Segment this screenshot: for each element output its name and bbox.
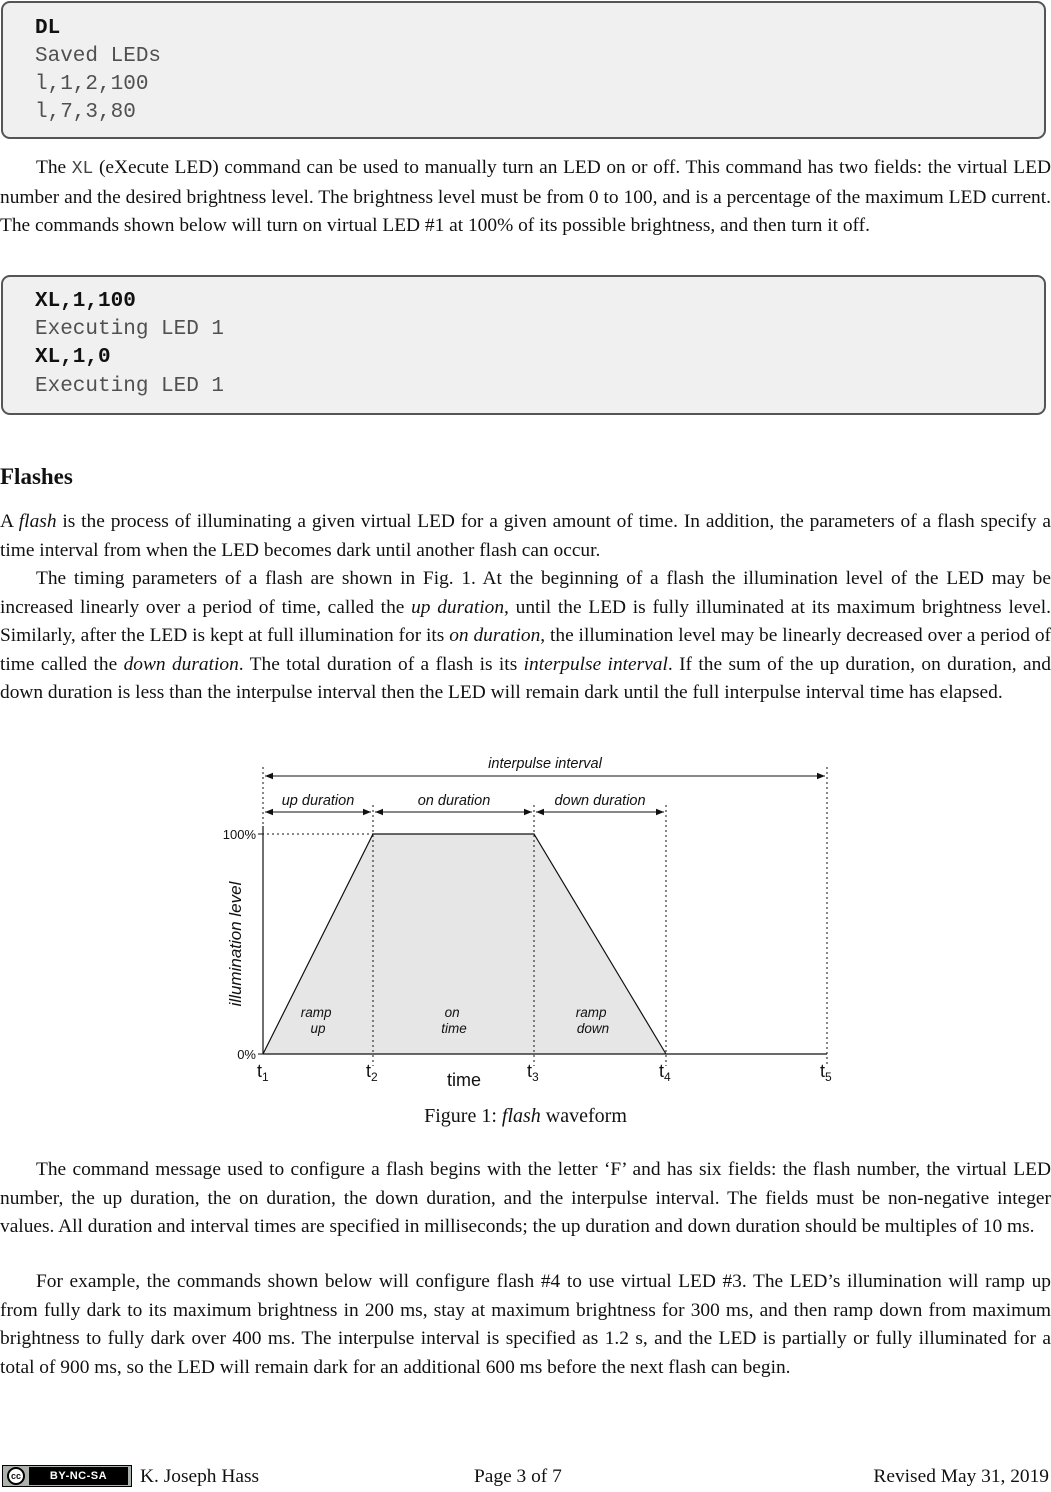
cc-icon: cc — [7, 1467, 25, 1485]
tick-t3 — [527, 1061, 539, 1084]
code-line: l,7,3,80 — [35, 101, 136, 124]
region-line: down — [576, 1021, 610, 1036]
section-heading: Flashes — [0, 464, 73, 489]
text-run: The command message used to configure a flash begins with the letter ‘F’ and has six fields: the flash number, the virtual LED number, the up duration, the on duration, the down duration, and the interpulse interval. The fields must be non-negative integer values. All duration and interval times are specified in milliseconds; the up duration and down duration should be multiples of 10 ms. — [0, 1159, 1051, 1238]
term-interpulse-interval: interpulse interval — [523, 653, 668, 675]
region-line: ramp — [575, 1005, 607, 1020]
text-run: For example, the commands shown below will configure flash #4 to use virtual LED #3. The LED’s illumination will ramp up from fully dark to its maximum brightness in 200 ms, stay at maximum brightness for 300 ms, and then ramp down from maximum brightness to fully dark over 400 ms. The interpulse interval is specified as 1.2 s, and the LED is partially or fully illuminated for a total of 900 ms, so the LED will remain dark for an additional 600 ms before the next flash can begin. — [0, 1271, 1051, 1378]
tick-sub: 4 — [664, 1070, 671, 1084]
caption-text: Figure 1: — [424, 1105, 502, 1127]
tick-t4 — [659, 1061, 671, 1084]
text-run: . If the sum of the up duration, on duration, and down duration is less than the interpulse interval then the LED will remain dark until the full interpulse interval time has elapsed. — [0, 653, 1051, 704]
inline-code: XL — [71, 159, 94, 179]
interpulse-label: interpulse interval — [488, 756, 602, 772]
tick-letter: t — [257, 1061, 263, 1081]
tick-letter: t — [820, 1061, 826, 1081]
y-axis-label: illumination level — [226, 881, 245, 1007]
footer-author: K. Joseph Hass — [140, 1466, 260, 1487]
text-run: , the illumination level may be linearly decreased over a period of time called the — [0, 625, 1051, 675]
tick-t1 — [257, 1061, 269, 1084]
region-on-time — [441, 1005, 467, 1036]
text-run: The timing parameters of a flash are shown in Fig. 1. At the beginning of a flash the illumination level of the LED may be increased linearly over a period of time, called the — [0, 568, 1051, 618]
paragraph-xl-command — [0, 154, 1051, 241]
tick-t2 — [366, 1061, 378, 1084]
license-text: BY-NC-SA — [29, 1467, 128, 1485]
caption-text: waveform — [540, 1105, 627, 1127]
up-duration-label: up duration — [281, 793, 355, 809]
region-line: on — [444, 1005, 460, 1020]
code-line: l,1,2,100 — [35, 73, 149, 96]
tick-sub: 1 — [262, 1070, 269, 1084]
term-up-duration: up duration — [411, 596, 505, 618]
region-line: up — [310, 1021, 326, 1036]
code-block-xl — [1, 275, 1046, 415]
paragraph-command-format — [0, 1156, 1051, 1242]
term-flash: flash — [18, 511, 57, 532]
text-run: is the process of illuminating a given virtual LED for a given amount of time. In addition, the parameters of a flash specify a time interval from when the LED becomes dark until another flash can occur. — [0, 511, 1051, 561]
text-run: A — [0, 511, 19, 532]
text-run: . The total duration of a flash is its — [238, 653, 524, 675]
code-line: Saved LEDs — [35, 45, 162, 68]
code-block-dl — [1, 1, 1046, 139]
tick-sub: 3 — [532, 1070, 539, 1084]
paragraph-example — [0, 1268, 1051, 1382]
paragraph-flash-definition — [0, 508, 1051, 565]
text-run: (eXecute LED) command can be used to manually turn an LED on or off. This command has two fields: the virtual LED number and the desired brightness level. The brightness level must be from 0 to 100, and is a percentage of the maximum LED current. The commands shown below will turn on virtual LED #1 at 100% of its possible brightness, and then turn it off. — [0, 157, 1051, 237]
text-run: The — [36, 157, 72, 178]
term-on-duration: on duration — [449, 625, 541, 647]
on-duration-label: on duration — [417, 793, 491, 809]
footer-revised-date: Revised May 31, 2019 — [873, 1466, 1049, 1487]
region-line: time — [441, 1021, 467, 1036]
code-line: Executing LED 1 — [35, 375, 225, 398]
y-tick-100: 100% — [222, 827, 256, 842]
text-run: , until the LED is fully illuminated at its maximum brightness level. Similarly, after the LED is kept at full illumination for its — [0, 596, 1051, 647]
tick-sub: 5 — [825, 1070, 832, 1084]
code-line: XL,1,0 — [35, 346, 111, 369]
tick-letter: t — [659, 1061, 665, 1081]
down-duration-label: down duration — [554, 793, 646, 809]
tick-letter: t — [527, 1061, 533, 1081]
tick-t5 — [820, 1061, 832, 1084]
term-down-duration: down duration — [123, 653, 239, 675]
x-axis-label: time — [446, 1070, 482, 1090]
license-badge[interactable] — [2, 1465, 132, 1487]
figure-caption — [0, 1102, 1051, 1130]
flash-waveform-figure — [0, 740, 1051, 1100]
y-tick-0: 0% — [237, 1047, 256, 1062]
code-line: DL — [35, 17, 61, 40]
paragraph-timing — [0, 565, 1051, 708]
footer-page-number: Page 3 of 7 — [474, 1466, 562, 1487]
region-ramp-down — [576, 1005, 611, 1036]
code-line: Executing LED 1 — [35, 318, 225, 341]
tick-letter: t — [366, 1061, 372, 1081]
tick-sub: 2 — [371, 1070, 378, 1084]
code-line: XL,1,100 — [35, 290, 136, 313]
caption-term: flash — [501, 1105, 541, 1127]
region-line: ramp — [300, 1005, 332, 1020]
